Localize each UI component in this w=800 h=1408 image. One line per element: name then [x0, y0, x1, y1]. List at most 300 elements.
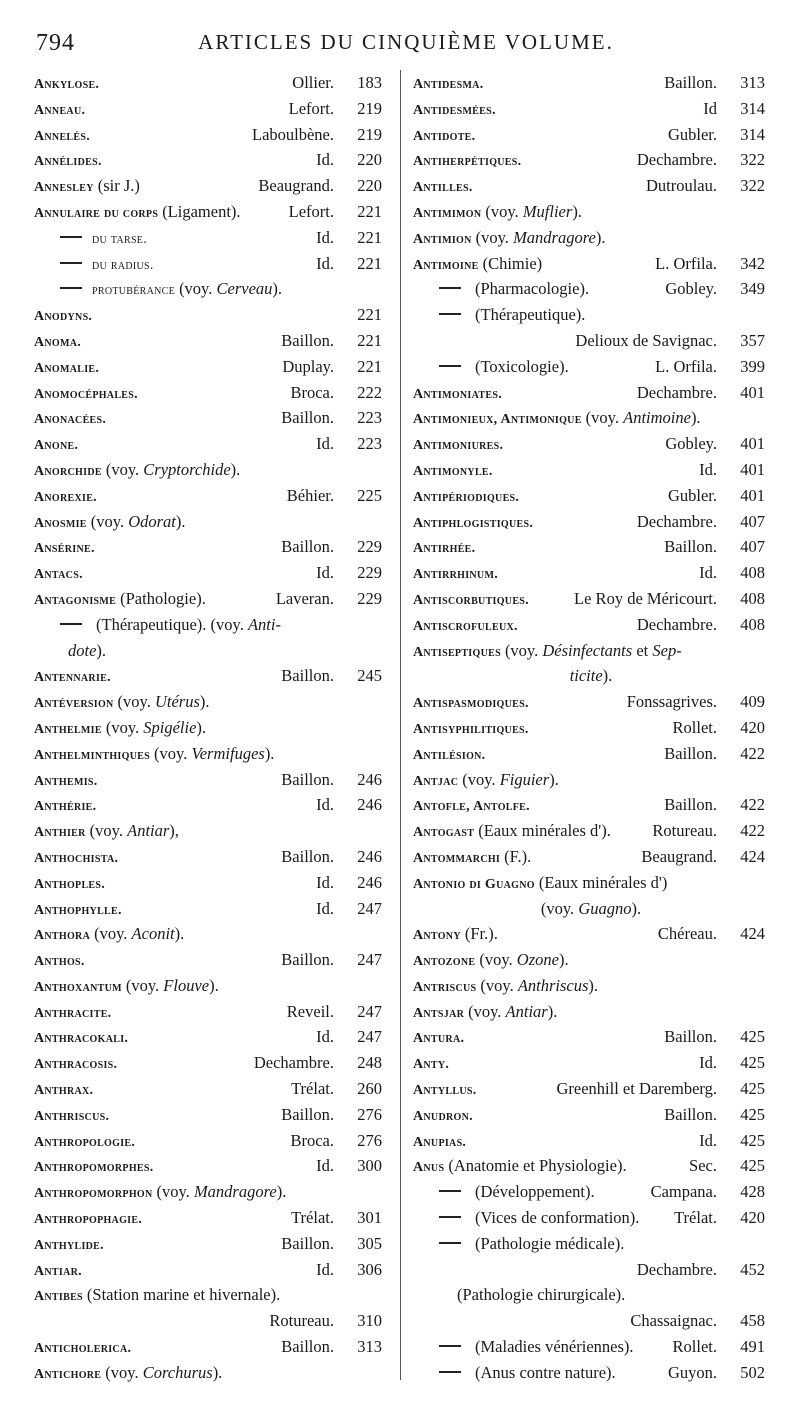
cross-reference: Sep-: [652, 640, 682, 660]
entry-author: Baillon.: [281, 537, 334, 557]
index-entry: [413, 612, 765, 638]
entry-headword: Antiphlogistiques.: [413, 515, 534, 531]
entry-text: [68, 638, 106, 664]
index-entry: [34, 663, 382, 689]
entry-text: [586, 405, 701, 431]
index-entry: [413, 1179, 765, 1205]
index-entry: [413, 302, 765, 328]
entry-page: 422: [740, 821, 765, 841]
entry-page: 246: [357, 769, 382, 789]
entry-author: Id.: [316, 253, 334, 273]
entry-note: (Station marine et hivernale).: [86, 1285, 281, 1305]
entry-page: 229: [357, 537, 382, 557]
left-column: [34, 70, 382, 1386]
entry-author: Rotureau.: [652, 821, 717, 841]
index-entry: [34, 818, 382, 844]
entry-headword: Anthemis.: [34, 773, 98, 789]
entry-note: (voy.: [105, 1362, 143, 1382]
entry-author: Dechambre.: [636, 1259, 717, 1279]
entry-headword: Anupias.: [413, 1134, 467, 1150]
entry-note: (Eaux minérales d'): [538, 872, 668, 892]
index-entry: [34, 1102, 382, 1128]
ditto-dash: [60, 287, 82, 289]
entry-author: Sec.: [689, 1156, 717, 1176]
index-entry: [34, 534, 382, 560]
entry-author: Id.: [316, 795, 334, 815]
entry-page: 313: [740, 73, 765, 92]
entry-headword: Anthriscus.: [34, 1108, 110, 1124]
index-entry: [34, 251, 382, 277]
entry-text: [91, 509, 186, 535]
index-entry: [34, 328, 382, 354]
index-entry: [413, 199, 765, 225]
cross-reference: Désinfectants: [542, 640, 633, 660]
cross-reference: Figuier: [499, 769, 550, 789]
entry-note: (voy.: [585, 408, 624, 428]
entry-headword: Anthracosis.: [34, 1057, 118, 1073]
entry-headword: Anthelmie: [34, 721, 102, 737]
entry-page: 220: [357, 176, 382, 196]
cross-reference: Spigélie: [143, 717, 197, 737]
entry-punct: ).: [588, 975, 599, 995]
entry-author: Id.: [316, 1156, 334, 1176]
entry-headword: Antimimon: [413, 205, 482, 221]
entry-headword: Anthropophagie.: [34, 1212, 143, 1228]
entry-page: 225: [357, 485, 382, 505]
entry-page: 248: [357, 1053, 382, 1073]
index-entry: [413, 741, 765, 767]
entry-headword: Antirrhinum.: [413, 567, 498, 583]
entry-author: Trélat.: [291, 1079, 334, 1099]
index-entry: [34, 715, 382, 741]
index-entry: [413, 1024, 765, 1050]
entry-text: [475, 1231, 624, 1257]
entry-page: 223: [357, 434, 382, 454]
entry-headword: Ankylose.: [34, 77, 100, 92]
cross-reference: Antiar: [127, 821, 170, 841]
entry-author: Broca.: [290, 382, 334, 402]
entry-headword: Annesley: [34, 180, 94, 196]
entry-note: (Développement).: [475, 1182, 595, 1202]
index-entry: [34, 431, 382, 457]
entry-author: Baillon.: [281, 408, 334, 428]
entry-headword: Antyllus.: [413, 1083, 477, 1099]
entry-author: Rollet.: [672, 1337, 717, 1357]
entry-headword: Antony: [413, 928, 461, 944]
entry-page: 314: [740, 124, 765, 144]
entry-punct: ).: [595, 227, 606, 247]
entry-punct: ).: [572, 201, 582, 221]
entry-page: 422: [740, 743, 765, 763]
cross-reference: Anthriscus: [517, 975, 589, 995]
entry-author: Id.: [316, 434, 334, 454]
entry-note: (voy.: [105, 717, 144, 737]
entry-text: [157, 1179, 287, 1205]
index-entry: [413, 276, 765, 302]
entry-headword: Antimoniures.: [413, 438, 504, 454]
entry-headword: Anomocéphales.: [34, 386, 138, 402]
entry-headword: Anthoxantum: [34, 979, 122, 995]
cross-reference: Utérus: [154, 692, 200, 712]
entry-note: (Anus contre nature).: [475, 1362, 616, 1382]
entry-headword: Anthochista.: [34, 850, 119, 866]
entry-text: [476, 225, 606, 251]
entry-page: 247: [357, 1001, 382, 1021]
entry-author: Beaugrand.: [258, 176, 334, 196]
index-entry: [34, 999, 382, 1025]
entry-author: Dechambre.: [636, 382, 717, 402]
entry-headword: Annulaire du corps: [34, 205, 159, 221]
entry-text: [541, 896, 641, 922]
entry-page: 408: [740, 563, 765, 583]
entry-page: 221: [357, 305, 382, 325]
index-entry: [413, 1128, 765, 1154]
index-entry: [34, 947, 382, 973]
entry-author: L. Orfila.: [655, 356, 717, 376]
entry-punct: ).: [209, 975, 219, 995]
cross-reference: Antimoine: [623, 408, 691, 428]
entry-text: [462, 767, 559, 793]
index-entry: [413, 431, 765, 457]
index-entry: [413, 586, 765, 612]
entry-punct: ).: [196, 717, 207, 737]
entry-note: (Pathologie médicale).: [475, 1233, 625, 1253]
entry-text: [90, 818, 179, 844]
entry-author: Baillon.: [664, 743, 717, 763]
entry-author: Beaugrand.: [641, 846, 717, 866]
entry-author: Trélat.: [674, 1208, 717, 1228]
entry-author: Baillon.: [281, 846, 334, 866]
entry-headword: Annélides.: [34, 154, 102, 170]
entry-page: 420: [740, 1208, 765, 1228]
ditto-dash: [439, 1216, 461, 1218]
entry-author: Lefort.: [288, 201, 334, 221]
index-entry: [413, 1360, 765, 1386]
index-entry: [413, 1231, 765, 1257]
ditto-dash: [439, 1242, 461, 1244]
entry-headword: Anoma.: [34, 334, 82, 350]
entry-page: 407: [740, 511, 765, 531]
entry-page: 349: [740, 279, 765, 299]
index-entry: [34, 1231, 382, 1257]
entry-headword: Antofle, Antolfe.: [413, 799, 530, 815]
index-entry: [413, 1334, 765, 1360]
ditto-dash: [439, 1345, 461, 1347]
index-entry: [413, 1050, 765, 1076]
entry-page: 219: [357, 124, 382, 144]
entry-page: 222: [357, 382, 382, 402]
entry-author: Laveran.: [275, 588, 334, 608]
index-entry: [413, 1076, 765, 1102]
entry-text: [120, 586, 206, 612]
entry-punct: ).: [230, 459, 241, 479]
entry-page: 313: [357, 1337, 382, 1357]
entry-text: [468, 999, 557, 1025]
entry-text: [465, 921, 498, 947]
index-entry: [34, 122, 382, 148]
cross-reference: Ozone: [516, 950, 559, 970]
entry-headword: protubérance: [92, 283, 176, 299]
entry-headword: Anthora: [34, 928, 91, 944]
entry-author: Delioux de Savignac.: [575, 330, 717, 350]
entry-text: [478, 818, 611, 844]
entry-author: Rotureau.: [269, 1311, 334, 1331]
entry-author: Baillon.: [281, 666, 334, 686]
column-divider: [400, 70, 401, 1380]
entry-author: Gobley.: [665, 279, 717, 299]
entry-page: 245: [357, 666, 382, 686]
entry-punct: ).: [547, 1001, 558, 1021]
entry-punct: ).: [602, 666, 613, 686]
entry-headword: Antimoniates.: [413, 386, 503, 402]
ditto-dash: [60, 623, 82, 625]
entry-page: 399: [740, 356, 765, 376]
entry-author: Chéreau.: [657, 924, 717, 944]
entry-author: Id.: [316, 1027, 334, 1047]
entry-headword: Antimion: [413, 231, 472, 247]
entry-headword: Antacs.: [34, 567, 83, 583]
index-entry: [413, 638, 765, 664]
entry-text: [505, 638, 682, 664]
entry-text: [154, 741, 274, 767]
entry-headword: Anthier: [34, 825, 86, 841]
entry-author: Trélat.: [291, 1208, 334, 1228]
entry-text: [179, 276, 282, 302]
entry-headword: Antibes: [34, 1289, 83, 1305]
entry-page: 223: [357, 408, 382, 428]
entry-author: Gobley.: [665, 434, 717, 454]
entry-page: 422: [740, 795, 765, 815]
entry-note: (voy.: [90, 511, 129, 531]
entry-headword: Antimonieux, Antimonique: [413, 412, 582, 428]
index-entry: [413, 405, 765, 431]
index-entry: [413, 96, 765, 122]
entry-punct: ).: [631, 898, 642, 918]
index-entry: [34, 483, 382, 509]
index-entry: [413, 354, 765, 380]
entry-author: Id: [703, 98, 717, 118]
entry-page: 247: [357, 950, 382, 970]
entry-text: [475, 1334, 634, 1360]
entry-note: (voy.: [480, 975, 518, 995]
entry-headword: Antichore: [34, 1366, 102, 1382]
entry-author: Ollier.: [292, 73, 334, 92]
entry-page: 246: [357, 872, 382, 892]
entry-text: [475, 302, 585, 328]
entry-headword: Antommarchi: [413, 850, 501, 866]
index-entry: [413, 715, 765, 741]
entry-note: (Anatomie et Physiologie).: [448, 1156, 627, 1176]
entry-page: 425: [740, 1079, 765, 1099]
cross-reference: Cerveau: [216, 279, 273, 299]
entry-headword: du radius.: [92, 257, 154, 273]
entry-headword: Anthropomorphes.: [34, 1160, 154, 1176]
entry-note: (Thérapeutique).: [475, 305, 586, 325]
entry-headword: Anus: [413, 1160, 445, 1176]
index-entry: [34, 1076, 382, 1102]
index-entry: [34, 973, 382, 999]
index-entry: [413, 147, 765, 173]
index-entry: [34, 1050, 382, 1076]
ditto-dash: [60, 236, 82, 238]
entry-author: Id.: [316, 898, 334, 918]
cross-reference: Odorat: [128, 511, 176, 531]
entry-headword: Anosmie: [34, 515, 87, 531]
entry-page: 301: [357, 1208, 382, 1228]
entry-text: [483, 251, 543, 277]
entry-author: Baillon.: [664, 1104, 717, 1124]
index-entry: [413, 921, 765, 947]
entry-headword: Anthoples.: [34, 876, 106, 892]
index-entry: [34, 1205, 382, 1231]
entry-punct: ).: [558, 950, 569, 970]
index-entry: [34, 638, 382, 664]
entry-headword: Anthropomorphon: [34, 1186, 153, 1202]
index-entry: [34, 173, 382, 199]
entry-page: 420: [740, 717, 765, 737]
entry-note: (voy.: [125, 975, 164, 995]
entry-text: [162, 199, 240, 225]
index-entry: [34, 1179, 382, 1205]
entry-author: L. Orfila.: [655, 253, 717, 273]
index-entry: [413, 818, 765, 844]
cross-reference: Mandragore: [193, 1182, 277, 1202]
entry-page: 322: [740, 176, 765, 196]
entry-punct: ).: [212, 1362, 223, 1382]
index-entry: [413, 70, 765, 96]
entry-headword: Anticholerica.: [34, 1341, 132, 1357]
entry-author: Id.: [699, 1053, 717, 1073]
entry-page: 425: [740, 1027, 765, 1047]
ditto-dash: [439, 313, 461, 315]
entry-note: (voy.: [94, 924, 132, 944]
entry-note: (Pathologie chirurgicale).: [457, 1285, 626, 1305]
index-entry: [34, 844, 382, 870]
entry-headword: Anodyns.: [34, 309, 93, 325]
entry-author: Duplay.: [282, 356, 334, 376]
entry-page: 401: [740, 459, 765, 479]
cross-reference: Cryptorchide: [143, 459, 231, 479]
entry-headword: Antimonyle.: [413, 463, 493, 479]
index-entry: [413, 457, 765, 483]
entry-note: (Maladies vénériennes).: [475, 1337, 634, 1357]
entry-headword: Antilésion.: [413, 747, 486, 763]
index-entry: [413, 328, 765, 354]
entry-note: (voy.: [479, 950, 517, 970]
index-entry: [34, 1024, 382, 1050]
entry-author: Rollet.: [672, 717, 717, 737]
entry-page: 221: [357, 201, 382, 221]
entry-headword: Antogast: [413, 825, 475, 841]
entry-text: [475, 1360, 616, 1386]
entry-author: Baillon.: [281, 769, 334, 789]
entry-page: 229: [357, 588, 382, 608]
entry-author: Id.: [699, 563, 717, 583]
entry-page: 221: [357, 356, 382, 376]
entry-author: Chassaignac.: [630, 1311, 717, 1331]
ditto-dash: [439, 287, 461, 289]
index-entry: [34, 586, 382, 612]
entry-punct: ).: [175, 511, 186, 531]
entry-note: (voy.: [89, 821, 128, 841]
entry-text: [479, 947, 568, 973]
entry-author: Broca.: [290, 1130, 334, 1150]
entry-author: Campana.: [650, 1182, 717, 1202]
index-entry: [413, 251, 765, 277]
entry-punct: ).: [199, 692, 210, 712]
entry-note: (Chimie): [482, 253, 543, 273]
entry-page: 246: [357, 846, 382, 866]
entry-author: Dechambre.: [253, 1053, 334, 1073]
entry-headword: Anthropologie.: [34, 1134, 136, 1150]
entry-page: 408: [740, 614, 765, 634]
entry-page: 310: [357, 1311, 382, 1331]
ditto-dash: [60, 262, 82, 264]
index-entry: [413, 792, 765, 818]
entry-page: 300: [357, 1156, 382, 1176]
index-entry: [413, 225, 765, 251]
index-entry: [413, 999, 765, 1025]
entry-page: 401: [740, 382, 765, 402]
index-entry: [34, 509, 382, 535]
entry-text: [475, 1205, 639, 1231]
entry-author: Baillon.: [281, 950, 334, 970]
index-entry: [34, 380, 382, 406]
entry-headword: Antidesmées.: [413, 102, 496, 118]
entry-note: (Thérapeutique). (voy.: [96, 614, 248, 634]
index-entry: [34, 1128, 382, 1154]
index-entry: [413, 870, 765, 896]
index-entry: [413, 896, 765, 922]
entry-page: 401: [740, 485, 765, 505]
entry-note: (voy.: [117, 692, 155, 712]
entry-headword: Antjac: [413, 773, 459, 789]
entry-headword: Anthelminthiques: [34, 747, 151, 763]
entry-headword: Antispasmodiques.: [413, 696, 529, 712]
entry-text: [475, 1179, 595, 1205]
entry-page: 306: [357, 1259, 382, 1279]
index-entry: [413, 767, 765, 793]
entry-headword: Antiseptiques: [413, 644, 501, 660]
entry-note: (Toxicologie).: [475, 356, 569, 376]
entry-page: 221: [357, 330, 382, 350]
entry-page: 221: [357, 227, 382, 247]
entry-punct: ).: [264, 743, 275, 763]
entry-page: 409: [740, 692, 765, 712]
index-entry: [413, 560, 765, 586]
entry-headword: Antisyphilitiques.: [413, 721, 529, 737]
entry-headword: Anorexie.: [34, 489, 97, 505]
index-entry: [34, 302, 382, 328]
entry-author: Greenhill et Daremberg.: [556, 1079, 717, 1099]
entry-page: 401: [740, 434, 765, 454]
entry-page: 342: [740, 253, 765, 273]
entry-text: [480, 973, 598, 999]
entry-author: Baillon.: [664, 795, 717, 815]
entry-headword: Anthrax.: [34, 1083, 94, 1099]
index-entry: [413, 1153, 765, 1179]
entry-page: 407: [740, 537, 765, 557]
entry-page: 183: [357, 73, 382, 92]
entry-author: Id.: [316, 227, 334, 247]
entry-headword: Anone.: [34, 438, 79, 454]
index-entry: [413, 483, 765, 509]
entry-page: 425: [740, 1130, 765, 1150]
entry-page: 425: [740, 1156, 765, 1176]
index-entry: [413, 1257, 765, 1283]
entry-headword: Antura.: [413, 1031, 465, 1047]
entry-author: Baillon.: [664, 537, 717, 557]
